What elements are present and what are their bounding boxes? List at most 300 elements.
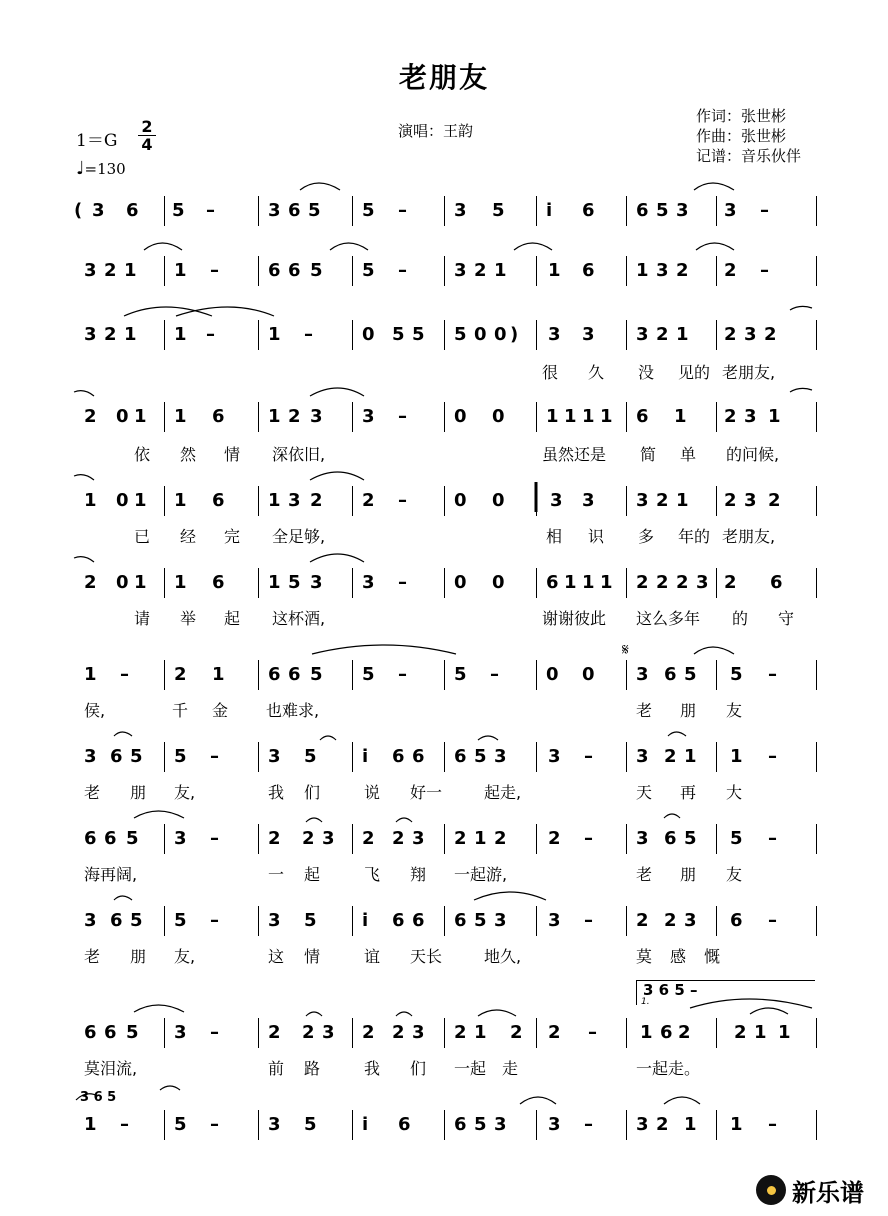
note-token: 2: [362, 1022, 375, 1043]
lyric-segment: 朋: [680, 701, 697, 720]
note-token: 6: [288, 664, 301, 685]
bar-line: [352, 906, 353, 936]
note-token: 1: [174, 490, 187, 511]
lyric-segment: 一起走。: [636, 1059, 701, 1078]
note-token: 5: [288, 572, 301, 593]
note-token: 1: [174, 324, 187, 345]
slur-arc: [306, 1012, 322, 1016]
note-token: 3: [454, 260, 467, 281]
note-token: 5: [304, 910, 317, 931]
note-token: 3: [684, 910, 697, 931]
lyric-segment: 老: [636, 865, 653, 884]
note-token: 3: [494, 910, 507, 931]
bar-line: [716, 486, 717, 516]
note-token: 1: [474, 828, 487, 849]
bar-line: [352, 742, 353, 772]
composer-credit: 作曲：张世彬: [696, 127, 787, 145]
bar-line: [164, 906, 165, 936]
note-token: –: [398, 200, 407, 221]
note-token: 6: [660, 1022, 673, 1043]
lyric-segment: 经: [180, 527, 197, 546]
note-token: 3: [362, 572, 375, 593]
lyric-segment: 识: [588, 527, 605, 546]
lyric-segment: 友: [726, 865, 743, 884]
bar-line: [816, 486, 817, 516]
slur-arc: [478, 1010, 516, 1016]
note-token: 3: [268, 1114, 281, 1135]
bar-line: [716, 906, 717, 936]
bar-line: [816, 196, 817, 226]
bar-line: [352, 660, 353, 690]
bar-line: [536, 1018, 537, 1048]
note-token: 3: [550, 490, 563, 511]
bar-line: [352, 196, 353, 226]
note-token: 1: [84, 1114, 97, 1135]
bar-line: [536, 568, 537, 598]
bar-line: [444, 660, 445, 690]
note-token: –: [398, 260, 407, 281]
note-token: 1: [84, 490, 97, 511]
lyric-segment: 朋: [130, 947, 147, 966]
bar-line: [164, 1110, 165, 1140]
note-token: –: [398, 406, 407, 427]
note-token: –: [490, 664, 499, 685]
bar-line: [536, 906, 537, 936]
note-token: 3: [744, 324, 757, 345]
bar-line: [626, 256, 627, 286]
slur-arc: [664, 1097, 700, 1104]
note-token: 5: [126, 828, 139, 849]
lyric-segment: 年的: [678, 527, 711, 546]
note-token: 6: [664, 664, 677, 685]
lyric-segment: 感: [670, 947, 687, 966]
note-token: –: [210, 910, 219, 931]
lyric-segment: 老朋友,: [722, 527, 776, 546]
slur-arc: [320, 736, 336, 740]
note-token: –: [120, 664, 129, 685]
bar-line: [352, 824, 353, 854]
bar-line: [258, 660, 259, 690]
notation-row: [80, 568, 820, 598]
lyric-segment: 友,: [174, 783, 196, 802]
note-token: 0: [116, 572, 129, 593]
note-token: 1: [474, 1022, 487, 1043]
note-token: 1: [268, 324, 281, 345]
meter-bottom: 4: [141, 135, 153, 154]
slur-arc: [74, 475, 94, 480]
lyric-segment: 我: [364, 1059, 381, 1078]
lyric-segment: 没: [638, 363, 655, 382]
bar-line: [258, 568, 259, 598]
note-token: 3: [548, 324, 561, 345]
bar-line: [816, 256, 817, 286]
bar-line: [816, 906, 817, 936]
note-token: 2: [174, 664, 187, 685]
lyric-segment: 相: [546, 527, 563, 546]
slur-arc: [312, 645, 456, 654]
note-token: 1: [676, 490, 689, 511]
note-token: 6: [212, 572, 225, 593]
bar-line: [352, 568, 353, 598]
note-token: 3: [676, 200, 689, 221]
bar-line: [352, 1110, 353, 1140]
note-token: 3: [582, 324, 595, 345]
note-token: –: [768, 1114, 777, 1135]
note-token: 0: [116, 490, 129, 511]
note-token: 3: [92, 200, 105, 221]
lyric-segment: 这: [268, 947, 285, 966]
slur-arc: [330, 243, 368, 250]
bar-line: [536, 320, 537, 350]
note-token: 2: [678, 1022, 691, 1043]
meter-top: 2: [138, 118, 156, 136]
note-token: 3: [582, 490, 595, 511]
note-token: 3: [412, 1022, 425, 1043]
notation-row: [80, 742, 820, 772]
note-token: 1: [124, 324, 137, 345]
note-token: 0: [492, 490, 505, 511]
note-token: 6: [392, 910, 405, 931]
bar-line: [716, 1018, 717, 1048]
bar-line: [444, 320, 445, 350]
bar-line: [444, 906, 445, 936]
lyric-segment: 见的: [678, 363, 711, 382]
note-token: 2: [724, 406, 737, 427]
note-token: 3: [636, 828, 649, 849]
lyric-segment: 全足够,: [272, 527, 326, 546]
note-token: 1: [582, 406, 595, 427]
note-token: 3: [636, 490, 649, 511]
bar-line: [816, 402, 817, 432]
note-token: 1: [640, 1022, 653, 1043]
bar-line: [258, 402, 259, 432]
note-token: i: [362, 1114, 369, 1135]
note-token: –: [206, 200, 215, 221]
lyric-segment: 起: [224, 609, 241, 628]
note-token: 5: [454, 664, 467, 685]
note-token: 3: [268, 746, 281, 767]
notation-row: [80, 256, 820, 286]
note-token: 2: [734, 1022, 747, 1043]
bar-line: [816, 742, 817, 772]
bar-line: [444, 486, 445, 516]
note-token: 1: [134, 490, 147, 511]
note-token: 2: [664, 910, 677, 931]
note-token: i: [362, 910, 369, 931]
slur-arc: [74, 391, 94, 396]
bar-line: [626, 742, 627, 772]
slur-arc: [664, 814, 680, 818]
note-token: 3: [268, 200, 281, 221]
bar-line: [164, 568, 165, 598]
note-token: 0: [454, 406, 467, 427]
lyric-segment: 简: [640, 445, 657, 464]
note-token: 6: [84, 828, 97, 849]
note-token: 1: [754, 1022, 767, 1043]
note-token: 5: [310, 260, 323, 281]
bar-line: [816, 824, 817, 854]
note-token: 6: [398, 1114, 411, 1135]
note-token: 1: [564, 572, 577, 593]
note-token: 1: [684, 1114, 697, 1135]
note-token: 5: [308, 200, 321, 221]
note-token: 6: [84, 1022, 97, 1043]
bar-line: [164, 320, 165, 350]
note-token: 2: [84, 406, 97, 427]
note-token: 0: [582, 664, 595, 685]
lyric-segment: 友: [726, 701, 743, 720]
note-token: 2: [548, 828, 561, 849]
bar-line: [164, 742, 165, 772]
slur-arc: [474, 892, 546, 900]
note-token: –: [398, 490, 407, 511]
note-token: 1: [674, 406, 687, 427]
note-token: 1: [548, 260, 561, 281]
note-token: 6: [412, 910, 425, 931]
lyric-segment: 千: [172, 701, 189, 720]
note-token: 3: [412, 828, 425, 849]
bar-line: [258, 256, 259, 286]
slur-arc: [310, 388, 364, 396]
tempo-marking: [76, 158, 126, 179]
note-token: 6: [730, 910, 743, 931]
bar-line: [164, 196, 165, 226]
site-logo: [756, 1172, 880, 1208]
note-token: 0: [454, 572, 467, 593]
slur-arc: [310, 554, 364, 562]
bar-line: [164, 486, 165, 516]
note-token: 5: [474, 1114, 487, 1135]
note-token: 3: [548, 746, 561, 767]
lyric-segment: 好一: [410, 783, 443, 802]
bar-line: [716, 742, 717, 772]
lyric-segment: 前: [268, 1059, 285, 1078]
note-token: 6: [288, 200, 301, 221]
bar-line: [626, 906, 627, 936]
note-token: 2: [636, 910, 649, 931]
lyric-segment: 们: [410, 1059, 427, 1078]
note-token: 3: [636, 1114, 649, 1135]
note-token: 1: [546, 406, 559, 427]
note-token: 6: [454, 1114, 467, 1135]
note-token: 5: [304, 746, 317, 767]
bar-line: [258, 1018, 259, 1048]
lyric-segment: 起: [304, 865, 321, 884]
note-token: 0: [474, 324, 487, 345]
note-token: 5: [492, 200, 505, 221]
transcriber-credit: 记谱：音乐伙伴: [696, 147, 802, 165]
slur-arc: [790, 306, 812, 310]
note-token: 2: [84, 572, 97, 593]
note-token: 3: [288, 490, 301, 511]
note-token: 3: [84, 260, 97, 281]
note-token: 3: [362, 406, 375, 427]
slur-arc: [134, 811, 184, 818]
bar-line: [536, 196, 537, 226]
note-token: 2: [656, 490, 669, 511]
note-token: 5: [362, 664, 375, 685]
bar-line: [352, 486, 353, 516]
lyric-segment: 地久,: [484, 947, 522, 966]
note-token: 6: [454, 746, 467, 767]
lyric-segment: 很: [542, 363, 559, 382]
note-token: 1: [134, 572, 147, 593]
lyric-segment: 守: [778, 609, 795, 628]
bar-line: [536, 1110, 537, 1140]
note-token: 5: [174, 1114, 187, 1135]
bar-line: [626, 824, 627, 854]
note-token: 1: [684, 746, 697, 767]
bar-line: [536, 256, 537, 286]
note-token: ): [510, 324, 519, 345]
key-signature: 1＝G: [76, 131, 118, 151]
note-token: 3: [268, 910, 281, 931]
lyric-segment: 举: [180, 609, 197, 628]
note-token: 5: [174, 910, 187, 931]
note-token: 6: [770, 572, 783, 593]
note-token: 3: [636, 324, 649, 345]
note-token: 5: [454, 324, 467, 345]
note-token: 5: [362, 200, 375, 221]
bar-line: [626, 568, 627, 598]
note-token: 1: [212, 664, 225, 685]
lyric-segment: 说: [364, 783, 381, 802]
note-token: 2: [656, 572, 669, 593]
slur-arc: [144, 243, 182, 250]
bar-line: [816, 568, 817, 598]
note-token: 2: [392, 1022, 405, 1043]
note-token: 1: [174, 406, 187, 427]
lyric-segment: 友,: [174, 947, 196, 966]
lyric-segment: 飞: [364, 865, 381, 884]
lyric-segment: 情: [304, 947, 321, 966]
lyric-segment: 金: [212, 701, 229, 720]
note-token: 2: [494, 828, 507, 849]
lyric-segment: 谢谢彼此: [542, 609, 607, 628]
lyric-segment: 也难求,: [266, 701, 320, 720]
lyricist-credit: 作词：张世彬: [696, 107, 787, 125]
note-token: 2: [768, 490, 781, 511]
cue-notes: 3 6 5: [80, 1090, 117, 1105]
note-token: 5: [684, 828, 697, 849]
bar-line: [352, 1018, 353, 1048]
bar-line: [444, 196, 445, 226]
lyric-segment: 侯,: [84, 701, 106, 720]
bar-line: [258, 906, 259, 936]
note-token: 5: [412, 324, 425, 345]
slur-arc: [750, 1008, 788, 1014]
slur-arc: [790, 388, 812, 392]
note-token: 3: [84, 324, 97, 345]
note-token: 2: [724, 260, 737, 281]
bar-line: [626, 196, 627, 226]
note-token: 6: [546, 572, 559, 593]
credits-block: [696, 106, 801, 166]
note-token: 1: [730, 746, 743, 767]
note-token: 1: [268, 572, 281, 593]
note-token: 2: [724, 572, 737, 593]
note-token: 6: [288, 260, 301, 281]
lyric-segment: 路: [304, 1059, 321, 1078]
note-token: 1: [582, 572, 595, 593]
note-token: 3: [494, 1114, 507, 1135]
note-token: 0: [494, 324, 507, 345]
lyric-segment: 的: [732, 609, 749, 628]
note-token: 3: [744, 406, 757, 427]
ending-notes: 3 6 5 –: [643, 981, 698, 999]
note-token: 2: [104, 324, 117, 345]
note-token: 3: [454, 200, 467, 221]
note-token: –: [768, 746, 777, 767]
note-token: –: [768, 910, 777, 931]
note-token: –: [120, 1114, 129, 1135]
lyric-segment: 这杯酒,: [272, 609, 326, 628]
lyric-segment: 慨: [704, 947, 721, 966]
slur-arc: [694, 183, 734, 190]
notation-row: [80, 320, 820, 350]
first-ending-bracket: [636, 980, 815, 1005]
bar-line: [352, 320, 353, 350]
note-token: 6: [392, 746, 405, 767]
lyric-segment: 一: [268, 865, 285, 884]
lyric-segment: 情: [224, 445, 241, 464]
bar-line: [536, 742, 537, 772]
note-token: 1: [768, 406, 781, 427]
note-token: 5: [126, 1022, 139, 1043]
notation-row: [80, 402, 820, 432]
note-token: 2: [362, 490, 375, 511]
lyric-segment: 这么多年: [636, 609, 701, 628]
vinyl-disc-icon: [756, 1175, 786, 1205]
lyric-segment: 天长: [410, 947, 443, 966]
note-token: 0: [492, 572, 505, 593]
note-token: 1: [174, 260, 187, 281]
slur-arc: [310, 472, 364, 480]
note-token: 2: [454, 828, 467, 849]
slur-arc: [300, 183, 340, 190]
bar-line: [536, 660, 537, 690]
bar-line: [536, 824, 537, 854]
note-token: 1: [268, 406, 281, 427]
note-token: 5: [310, 664, 323, 685]
note-token: –: [584, 746, 593, 767]
lyric-segment: 莫: [636, 947, 653, 966]
lyric-segment: 大: [726, 783, 743, 802]
note-token: 2: [664, 746, 677, 767]
note-token: 3: [548, 910, 561, 931]
note-token: 3: [174, 1022, 187, 1043]
note-token: 3: [310, 406, 323, 427]
bar-line: [444, 256, 445, 286]
lyric-segment: 单: [680, 445, 697, 464]
note-token: –: [588, 1022, 597, 1043]
note-token: 6: [126, 200, 139, 221]
note-token: –: [206, 324, 215, 345]
note-token: 5: [730, 828, 743, 849]
lyric-segment: 莫泪流,: [84, 1059, 138, 1078]
slur-arc: [176, 307, 274, 316]
note-token: –: [768, 664, 777, 685]
note-token: 5: [172, 200, 185, 221]
lyric-segment: 我: [268, 783, 285, 802]
note-token: 1: [174, 572, 187, 593]
bar-line: [716, 568, 717, 598]
slur-arc: [160, 1086, 180, 1090]
note-token: 6: [412, 746, 425, 767]
note-token: –: [210, 260, 219, 281]
note-token: 6: [582, 200, 595, 221]
note-token: 5: [362, 260, 375, 281]
